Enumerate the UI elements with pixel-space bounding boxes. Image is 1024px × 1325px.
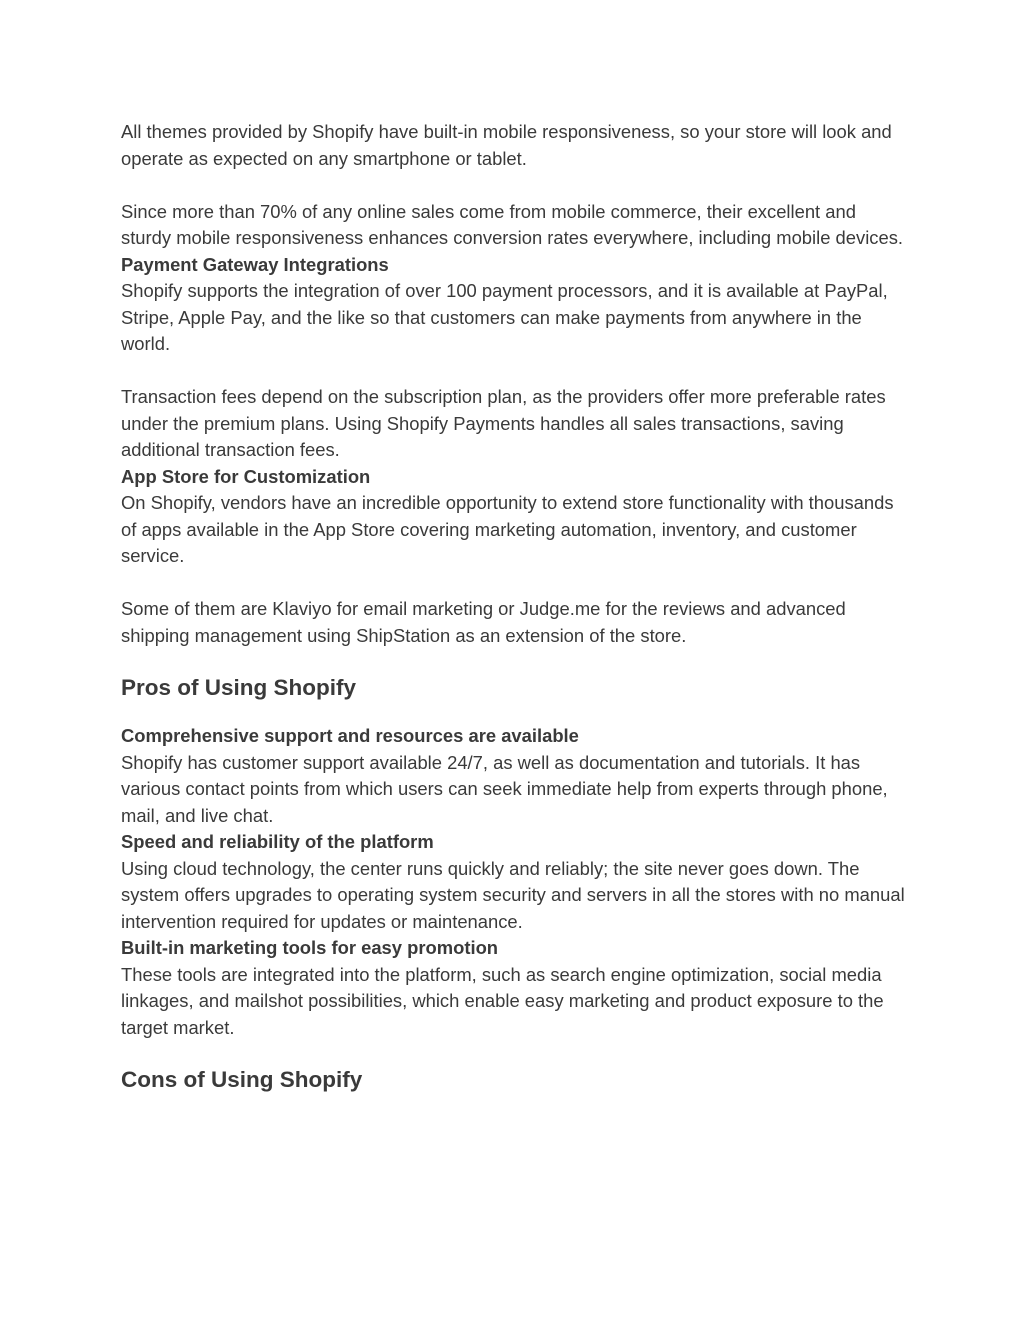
paragraph-marketing: These tools are integrated into the platform, such as search engine optimization, social media linkages, and mailshot possibilities, which enable easy marketing and product exposure to the target market. xyxy=(121,963,884,1038)
document-page xyxy=(121,119,906,1095)
heading-pros: Pros of Using Shopify xyxy=(121,675,357,700)
subheading-speed: Speed and reliability of the platform xyxy=(121,831,434,852)
paragraph-speed: Using cloud technology, the center runs quickly and reliably; the site never goes down. The system offers upgrades to operating system security and servers in all the stores with no manual intervention required for updates or maintenance. xyxy=(121,857,905,932)
subheading-payment-gateway: Payment Gateway Integrations xyxy=(121,253,389,275)
paragraph-app-store: On Shopify, vendors have an incredible opportunity to extend store functionality with thousands of apps available in the App Store covering marketing automation, inventory, and customer service. xyxy=(121,492,894,566)
heading-cons: Cons of Using Shopify xyxy=(121,1067,363,1092)
paragraph-transaction-fees: Transaction fees depend on the subscription plan, as the providers offer more preferable rates under the premium plans. Using Shopify Payments handles all sales transactions, saving additional transaction fees. xyxy=(121,386,886,460)
paragraph-mobile-commerce: Since more than 70% of any online sales come from mobile commerce, their excellent and sturdy mobile responsiveness enhances conversion rates everywhere, including mobile devices. xyxy=(121,200,904,248)
paragraph-payment-processors: Shopify supports the integration of over 100 payment processors, and it is available at PayPal, Stripe, Apple Pay, and the like so that customers can make payments from anywhere in the world. xyxy=(121,280,888,354)
paragraph-mobile-themes: All themes provided by Shopify have built-in mobile responsiveness, so your store will look and operate as expected on any smartphone or tablet. xyxy=(121,121,892,169)
subheading-marketing: Built-in marketing tools for easy promotion xyxy=(121,937,499,958)
subheading-app-store: App Store for Customization xyxy=(121,465,371,487)
paragraph-support: Shopify has customer support available 24/7, as well as documentation and tutorials. It has various contact points from which users can seek immediate help from experts through phone, mail, and live chat. xyxy=(121,751,888,826)
paragraph-app-examples: Some of them are Klaviyo for email marketing or Judge.me for the reviews and advanced shipping management using ShipStation as an extension of the store. xyxy=(121,598,846,646)
subheading-support: Comprehensive support and resources are available xyxy=(121,725,579,746)
